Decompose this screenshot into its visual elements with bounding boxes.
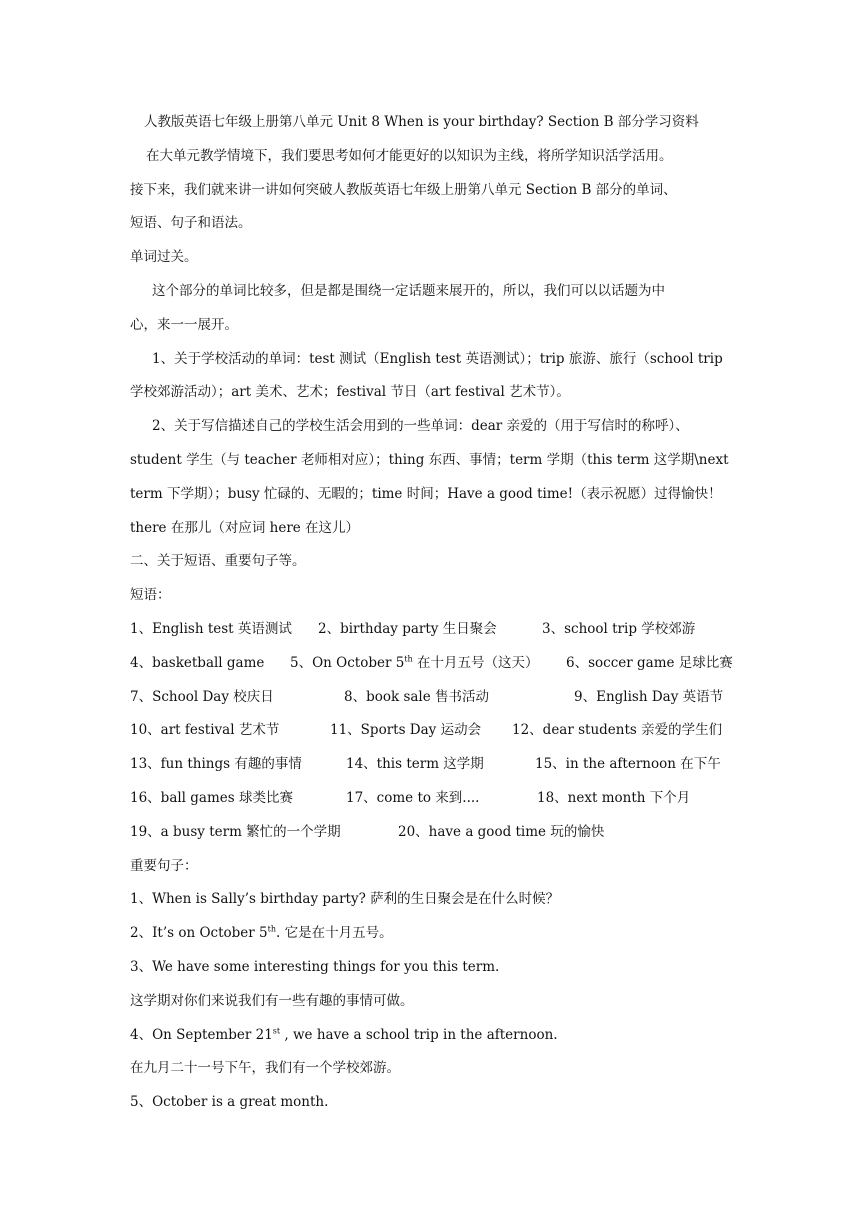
sentence-2-meaning: . 它是在十月五号。 (276, 925, 393, 942)
phrase-item: 4、basketball game (130, 654, 265, 671)
section-2-heading: 二、关于短语、重要句子等。 (130, 553, 306, 570)
vocab-intro-line-1: 这个部分的单词比较多，但是都是围绕一定话题来展开的，所以，我们可以以话题为中 (152, 282, 665, 299)
vocab-item-2-line-2: student 学生（与 teacher 老师相对应）；thing 东西、事情；term 学期（this term 这学期\next (130, 451, 729, 468)
document-title: 人教版英语七年级上册第八单元 Unit 8 When is your birthday? Section B 部分学习资料 (144, 114, 699, 130)
vocab-item-2-line-3: term 下学期）；busy 忙碌的、无暇的；time 时间；Have a good time!（表示祝愿）过得愉快！ (130, 485, 722, 502)
phrase-item: 14、this term 这学期 (346, 756, 484, 773)
vocab-heading: 单词过关。 (130, 249, 198, 266)
phrase-5-text: 5、On October 5 (290, 654, 405, 671)
sentence-1: 1、When is Sally’s birthday party? 萨利的生日聚会是在什么时候？ (130, 891, 560, 908)
phrase-item: 2、birthday party 生日聚会 (318, 620, 497, 637)
vocab-item-1-line-1: 1、关于学校活动的单词：test 测试（English test 英语测试）；trip 旅游、旅行（school trip (152, 350, 723, 367)
sentence-4 (130, 1019, 734, 1053)
phrases-label: 短语： (130, 587, 171, 604)
phrase-5-meaning: 在十月五号（这天） (412, 654, 539, 671)
phrase-item: 6、soccer game 足球比赛 (566, 654, 733, 671)
phrase-item: 10、art festival 艺术节 (130, 722, 280, 739)
vocab-item-1-line-2: 学校郊游活动）；art 美术、艺术；festival 节日（art festival 艺术节）。 (130, 384, 570, 401)
sentence-3-translation: 这学期对你们来说我们有一些有趣的事情可做。 (130, 992, 414, 1009)
sentence-5: 5、October is a great month. (130, 1094, 329, 1111)
phrase-item-5 (290, 647, 566, 681)
phrase-item: 13、fun things 有趣的事情 (130, 756, 302, 773)
phrase-row (130, 681, 734, 715)
phrase-row (130, 816, 734, 850)
phrase-item: 1、English test 英语测试 (130, 620, 292, 637)
sentences-label: 重要句子： (130, 857, 198, 874)
sentence-4-rest: , we have a school trip in the afternoon. (280, 1026, 558, 1043)
phrase-row (130, 647, 734, 681)
sentence-4-translation: 在九月二十一号下午，我们有一个学校郊游。 (130, 1060, 400, 1077)
phrase-item: 9、English Day 英语节 (574, 688, 724, 705)
ordinal-suffix: th (267, 924, 276, 934)
phrase-row (130, 714, 734, 748)
phrase-item: 18、next month 下个月 (537, 789, 691, 806)
sentence-3: 3、We have some interesting things for you this term. (130, 958, 500, 975)
intro-line-3: 短语、句子和语法。 (130, 215, 252, 232)
ordinal-suffix: st (272, 1026, 281, 1036)
phrase-item: 16、ball games 球类比赛 (130, 789, 293, 806)
phrase-item: 12、dear students 亲爱的学生们 (512, 722, 723, 739)
phrase-item: 8、book sale 售书活动 (344, 688, 490, 705)
phrase-item: 7、School Day 校庆日 (130, 688, 274, 705)
phrase-row (130, 748, 734, 782)
phrase-row (130, 782, 734, 816)
ordinal-suffix: th (404, 654, 413, 664)
phrase-item: 3、school trip 学校郊游 (542, 620, 696, 637)
vocab-intro-line-2: 心，来一一展开。 (130, 316, 238, 333)
phrase-item: 19、a busy term 繁忙的一个学期 (130, 823, 341, 840)
vocab-item-2-line-4: there 在那儿（对应词 here 在这儿） (130, 519, 360, 536)
vocab-item-2-line-1: 2、关于写信描述自己的学校生活会用到的一些单词：dear 亲爱的（用于写信时的称呼）、 (152, 418, 689, 435)
phrase-row (130, 613, 734, 647)
intro-line-2: 接下来，我们就来讲一讲如何突破人教版英语七年级上册第八单元 Section B 部分的单词、 (130, 181, 677, 198)
sentence-2-text: 2、It’s on October 5 (130, 925, 268, 942)
intro-line-1: 在大单元教学情境下，我们要思考如何才能更好的以知识为主线，将所学知识活学活用。 (146, 147, 673, 164)
sentence-4-text: 4、On September 21 (130, 1026, 273, 1043)
phrase-item: 17、come to 来到.... (346, 789, 480, 806)
phrase-item: 20、have a good time 玩的愉快 (398, 823, 605, 840)
document-page (130, 106, 734, 1120)
sentence-2 (130, 917, 734, 951)
phrase-item: 11、Sports Day 运动会 (330, 722, 482, 739)
phrase-item: 15、in the afternoon 在下午 (535, 756, 721, 773)
